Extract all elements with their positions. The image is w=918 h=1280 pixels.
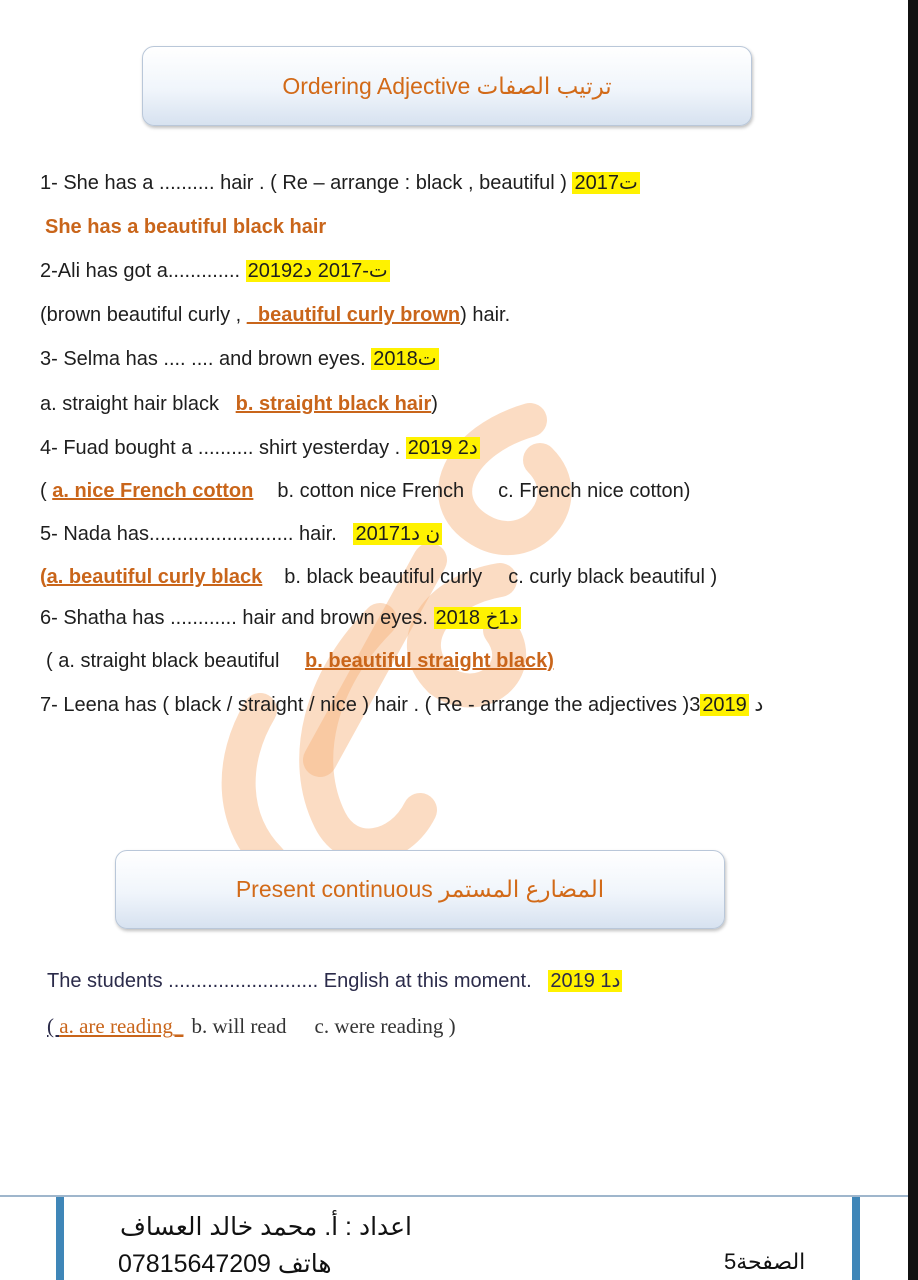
footer-left-bar [56, 1197, 64, 1280]
option-c: c. French nice cotton) [498, 480, 691, 502]
footer-phone: هاتف 07815647209 [118, 1250, 332, 1278]
correct-answer: a. beautiful curly black [46, 566, 263, 588]
year-tag: 2019 د1 [550, 970, 621, 992]
footer-author: اعداد : أ. محمد خالد العساف [120, 1213, 413, 1241]
year-tag: 2019ت-2017 د2 [247, 260, 388, 282]
section-title-ordering-adjective [142, 46, 752, 126]
question-text: 3- Selma has .... .... and brown eyes. [40, 348, 372, 370]
option-a: ( a. straight black beautiful [46, 650, 286, 672]
question-5-options [40, 564, 717, 590]
year-tag: 2017ت [574, 172, 638, 194]
question-6-options [46, 648, 554, 674]
footer-divider [0, 1195, 908, 1197]
option-c: c. were reading ) [314, 1014, 456, 1038]
year-tag: 2019 [702, 694, 747, 716]
question-present-1 [47, 968, 622, 994]
correct-answer: a. are reading_ [59, 1014, 184, 1038]
question-1 [40, 170, 640, 196]
year-tag: 2018 د1خ [435, 607, 519, 629]
option-text: ) hair. [460, 304, 511, 326]
correct-answer: a. nice French cotton [52, 480, 254, 502]
option-text: ( [47, 1014, 60, 1038]
question-1-answer [45, 214, 326, 240]
option-b: b. cotton nice French [277, 480, 465, 502]
question-3 [40, 346, 439, 372]
option-text: ) [431, 393, 438, 415]
question-text: 4- Fuad bought a .......... shirt yesterday . [40, 437, 406, 459]
question-text: 5- Nada has.......................... hair. [40, 523, 343, 545]
section-title-present-continuous [115, 850, 725, 929]
question-5 [40, 521, 442, 547]
section-title-text: Present continuous المضارع المستمر [235, 876, 605, 902]
question-2 [40, 258, 390, 284]
option-b: b. will read [191, 1014, 287, 1038]
question-4 [40, 435, 480, 461]
option-c: c. curly black beautiful ) [508, 566, 718, 588]
correct-answer: b. beautiful straight black) [305, 650, 554, 672]
correct-answer: _beautiful curly brown [246, 304, 461, 326]
year-tag: 2019 د2 [407, 437, 478, 459]
answer-text: She has a beautiful black hair [45, 216, 327, 238]
question-3-options [40, 391, 438, 417]
question-7 [40, 692, 763, 718]
option-text: ( [40, 480, 53, 502]
option-text: (brown beautiful curly , [40, 304, 247, 326]
section-title-text: Ordering Adjective ترتيب الصفات [282, 72, 612, 99]
year-tag: 2017ن د1 [355, 523, 441, 545]
question-4-options [40, 478, 690, 504]
question-6 [40, 605, 521, 631]
question-text: 7- Leena has ( black / straight / nice ) hair . ( Re - arrange the adjectives )3د [40, 694, 764, 716]
option-text: ( [40, 566, 47, 588]
footer-right-bar [852, 1197, 860, 1280]
question-text: 1- She has a .......... hair . ( Re – arrange : black , beautiful ) [40, 172, 573, 194]
screen-edge [908, 0, 918, 1280]
question-present-1-options [47, 1013, 456, 1039]
option-b: b. black beautiful curly [284, 566, 483, 588]
option-a: a. straight hair black [40, 393, 225, 415]
footer-page-number: الصفحة5 [724, 1249, 806, 1274]
question-text: 2-Ali has got a............. [40, 260, 246, 282]
question-text: 6- Shatha has ............ hair and brown eyes. [40, 607, 434, 629]
question-2-options [40, 302, 510, 328]
year-tag: 2018ت [373, 348, 437, 370]
question-text: The students ........................... English at this moment. [47, 970, 538, 992]
correct-answer: b. straight black hair [235, 393, 432, 415]
